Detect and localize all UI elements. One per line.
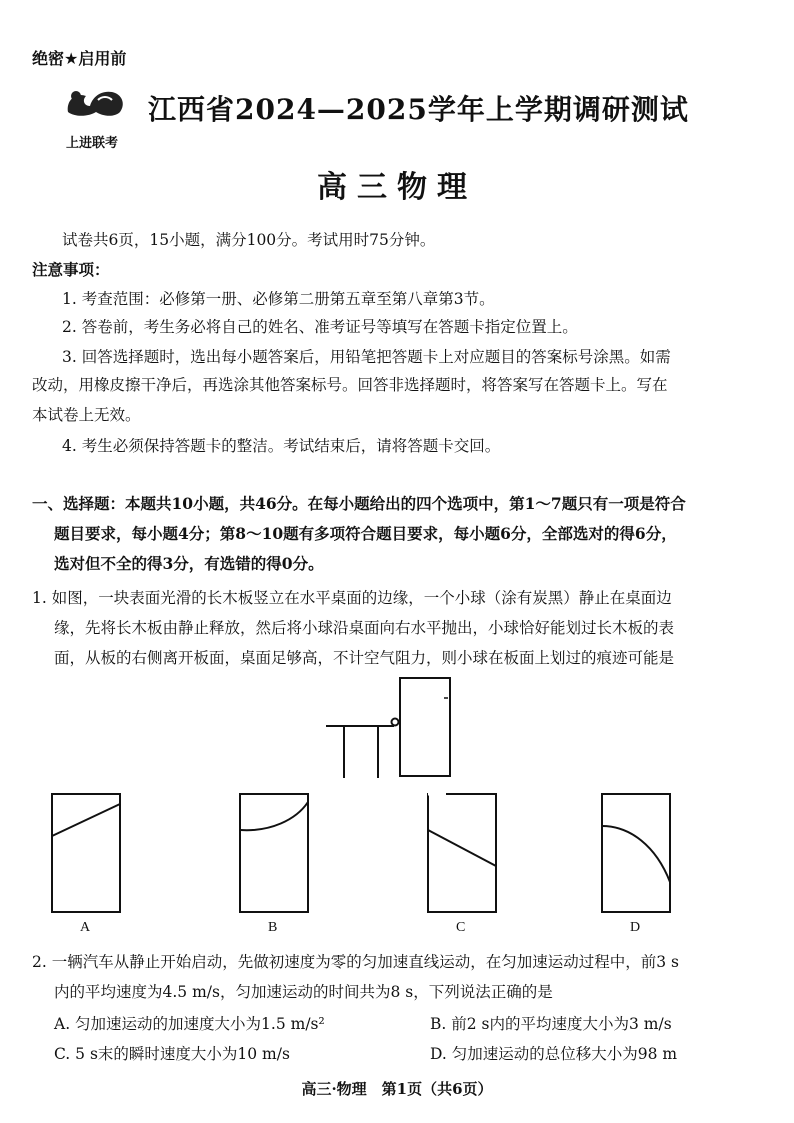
q1-line1: 1. 如图，一块表面光滑的长木板竖立在水平桌面的边缘，一个小球（涂有炭黑）静止在桌面边 — [32, 589, 672, 607]
option-a-label: A — [80, 920, 91, 935]
note-item-1: 1. 考查范围：必修第一册、必修第二册第五章至第八章第3节。 — [62, 290, 495, 308]
q1-line2: 缘，先将长木板由静止释放，然后将小球沿桌面向右水平抛出，小球恰好能划过长木板的表 — [54, 619, 675, 637]
note-item-3-line1: 3. 回答选择题时，选出每小题答案后，用铅笔把答题卡上对应题目的答案标号涂黑。如需 — [62, 348, 671, 366]
option-c-figure — [428, 794, 496, 912]
logo-text: 上进联考 — [66, 136, 119, 151]
note-item-2: 2. 答卷前，考生务必将自己的姓名、准考证号等填写在答题卡指定位置上。 — [62, 318, 578, 336]
page-footer: 高三·物理 第1页（共6页） — [301, 1080, 493, 1098]
section1-line1: 一、选择题：本题共10小题，共46分。在每小题给出的四个选项中，第1～7题只有一项是符合 — [32, 494, 686, 513]
option-b-figure — [240, 794, 308, 912]
q2-option-b: B. 前2 s内的平均速度大小为3 m/s — [430, 1015, 672, 1033]
q2-option-a: A. 匀加速运动的加速度大小为1.5 m/s² — [54, 1015, 325, 1033]
subject-title: 高三物理 — [317, 170, 477, 205]
q1-line3: 面，从板的右侧离开板面，桌面足够高，不计空气阻力，则小球在板面上划过的痕迹可能是 — [54, 649, 675, 667]
option-d-figure — [602, 794, 670, 912]
q1-figure — [0, 670, 794, 940]
q2-line1: 2. 一辆汽车从静止开始启动，先做初速度为零的匀加速直线运动，在匀加速运动过程中，前3 s — [32, 953, 679, 971]
exam-title: 江西省2024—2025学年上学期调研测试 — [148, 93, 689, 126]
intro-text: 试卷共6页，15小题，满分100分。考试用时75分钟。 — [62, 231, 436, 249]
option-a-figure — [52, 794, 120, 912]
q2-option-c: C. 5 s末的瞬时速度大小为10 m/s — [54, 1045, 290, 1063]
option-b-label: B — [268, 920, 278, 935]
q2-line2: 内的平均速度为4.5 m/s，匀加速运动的时间共为8 s，下列说法正确的是 — [54, 983, 553, 1001]
note-item-3-line3: 本试卷上无效。 — [32, 406, 141, 424]
secret-label: 绝密★启用前 — [32, 49, 127, 68]
note-item-3-line2: 改动，用橡皮擦干净后，再选涂其他答案标号。回答非选择题时，将答案写在答题卡上。写在 — [32, 376, 668, 394]
note-item-4: 4. 考生必须保持答题卡的整洁。考试结束后，请将答题卡交回。 — [62, 437, 501, 455]
exam-logo-icon — [62, 82, 132, 122]
option-c-label: C — [456, 920, 466, 935]
option-d-label: D — [630, 920, 641, 935]
section1-line3: 选对但不全的得3分，有选错的得0分。 — [54, 554, 324, 573]
notes-title: 注意事项： — [32, 261, 110, 279]
small-ball — [392, 719, 399, 726]
long-board — [400, 678, 450, 776]
section1-line2: 题目要求，每小题4分；第8～10题有多项符合题目要求，每小题6分，全部选对的得6分， — [54, 524, 677, 543]
table-and-board-diagram — [326, 678, 450, 778]
q2-option-d: D. 匀加速运动的总位移大小为98 m — [430, 1045, 678, 1063]
